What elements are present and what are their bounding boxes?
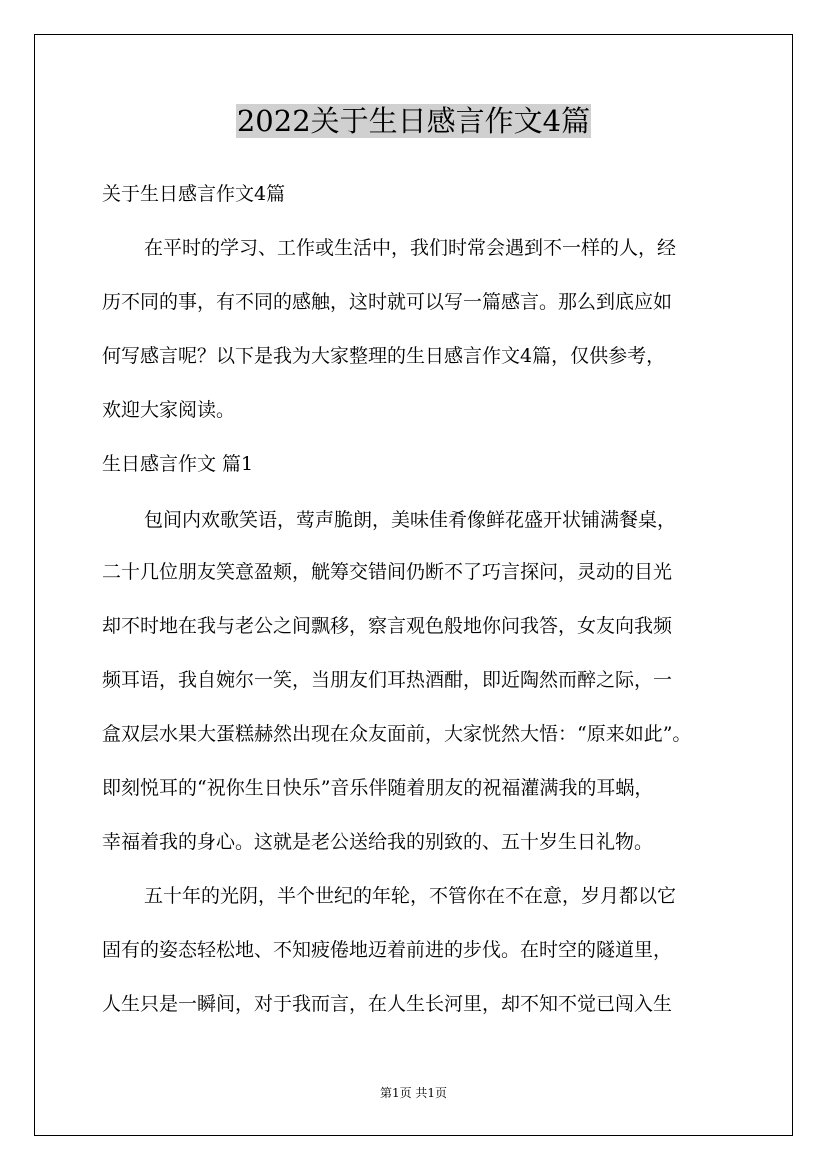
paragraph-line: 包间内欢歌笑语，莺声脆朗，美味佳肴像鲜花盛开状铺满餐桌， [144,509,677,531]
paragraph-line: 即刻悦耳的“祝你生日快乐”音乐伴随着朋友的祝福灌满我的耳蜗， [102,777,654,799]
paragraph-line: 盒双层水果大蛋糕赫然出现在众友面前，大家恍然大悟：“原来如此”。 [102,723,692,745]
intro-line: 欢迎大家阅读。 [102,399,236,421]
page-footer: 第1页 共1页 [379,1086,448,1100]
paragraph-line: 固有的姿态轻松地、不知疲倦地迈着前进的步伐。在时空的隧道里， [102,939,673,961]
paragraph-line: 二十几位朋友笑意盈颊，觥筹交错间仍断不了巧言探问，灵动的目光 [102,561,673,583]
intro-line: 历不同的事，有不同的感触，这时就可以写一篇感言。那么到底应如 [102,291,673,313]
paragraph-line: 五十年的光阴，半个世纪的年轮，不管你在不在意，岁月都以它 [144,885,677,907]
paragraph-line: 幸福着我的身心。这就是老公送给我的别致的、五十岁生日礼物。 [102,831,654,853]
section-heading: 生日感言作文 篇1 [102,453,254,475]
intro-line: 在平时的学习、工作或生活中，我们时常会遇到不一样的人，经 [144,237,677,259]
subtitle: 关于生日感言作文4篇 [102,183,286,205]
paragraph-line: 频耳语，我自婉尔一笑，当朋友们耳热酒酣，即近陶然而醉之际，一 [102,669,673,691]
intro-line: 何写感言呢？以下是我为大家整理的生日感言作文4篇，仅供参考， [102,345,666,367]
paragraph-line: 却不时地在我与老公之间飘移，察言观色般地你问我答，女友向我频 [102,615,673,637]
title-text: 2022关于生日感言作文4篇 [236,104,591,138]
paragraph-line: 人生只是一瞬间，对于我而言，在人生长河里，却不知不觉已闯入生 [102,993,673,1015]
document-title [0,102,827,140]
